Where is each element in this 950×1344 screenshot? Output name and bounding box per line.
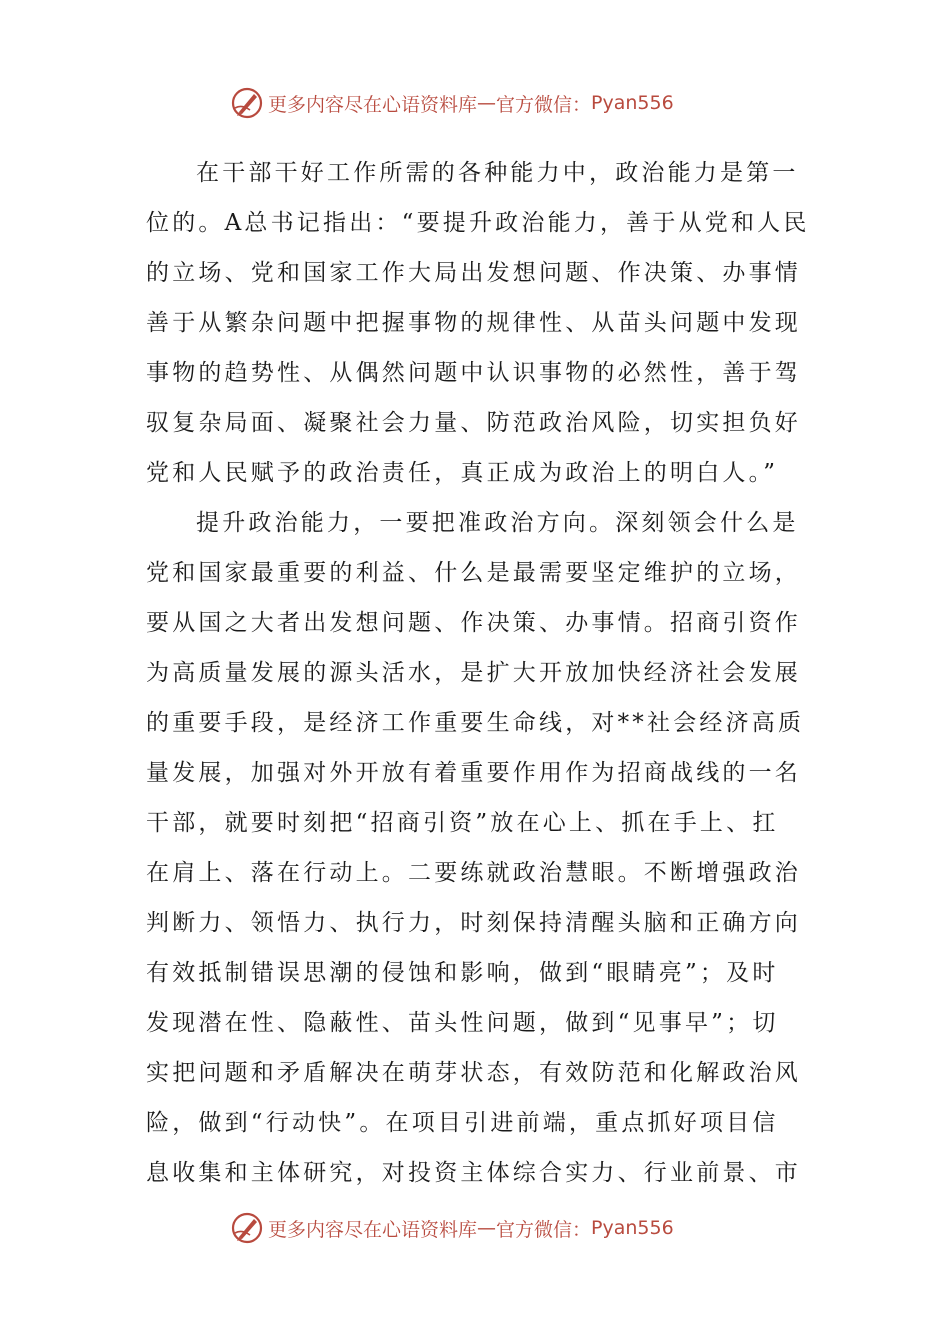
text-line: 量发展，加强对外开放有着重要作用作为招商战线的一名 (146, 760, 801, 786)
text-line: 险，做到“行动快”。在项目引进前端，重点抓好项目信 (146, 1110, 779, 1136)
text-line: 在肩上、落在行动上。二要练就政治慧眼。不断增强政治 (146, 860, 801, 886)
banner-wechat-id: Pyan556 (591, 1217, 674, 1239)
banner-separator: — (477, 1217, 497, 1239)
banner-text: 更多内容尽在心语资料库 (268, 1218, 478, 1241)
text-line: 驭复杂局面、凝聚社会力量、防范政治风险，切实担负好 (146, 410, 801, 436)
text-line: 提升政治能力，一要把准政治方向。深刻领会什么是 (196, 510, 799, 536)
paragraph (146, 148, 808, 498)
text-line: 发现潜在性、隐蔽性、苗头性问题，做到“见事早”；切 (146, 1010, 779, 1036)
text-line: 息收集和主体研究，对投资主体综合实力、行业前景、市 (146, 1160, 801, 1186)
text-line: 事物的趋势性、从偶然问题中认识事物的必然性，善于驾 (146, 360, 801, 386)
text-line: 的重要手段，是经济工作重要生命线，对**社会经济高质 (146, 710, 805, 736)
pen-logo-icon (230, 86, 264, 120)
header-banner (230, 83, 674, 123)
footer-banner (230, 1208, 674, 1248)
text-line: 善于从繁杂问题中把握事物的规律性、从苗头问题中发现 (146, 310, 801, 336)
text-line: 为高质量发展的源头活水，是扩大开放加快经济社会发展 (146, 660, 801, 686)
text-line: 干部，就要时刻把“招商引资”放在心上、抓在手上、扛 (146, 810, 779, 836)
banner-wechat-id: Pyan556 (591, 92, 674, 114)
text-line: 的立场、党和国家工作大局出发想问题、作决策、办事情 (146, 260, 801, 286)
text-line: 在干部干好工作所需的各种能力中，政治能力是第一 (196, 160, 799, 186)
pen-logo-icon (230, 1211, 264, 1245)
text-line: 位的。A总书记指出：“要提升政治能力，善于从党和人民 (146, 210, 810, 236)
banner-label: 官方微信： (496, 1218, 592, 1241)
paragraph (146, 498, 808, 1198)
banner-separator: — (477, 92, 497, 114)
text-line: 判断力、领悟力、执行力，时刻保持清醒头脑和正确方向 (146, 910, 801, 936)
banner-label: 官方微信： (496, 93, 592, 116)
text-line: 有效抵制错误思潮的侵蚀和影响，做到“眼睛亮”；及时 (146, 960, 779, 986)
text-line: 要从国之大者出发想问题、作决策、办事情。招商引资作 (146, 610, 801, 636)
text-line: 党和国家最重要的利益、什么是最需要坚定维护的立场， (146, 560, 801, 586)
text-line: 实把问题和矛盾解决在萌芽状态，有效防范和化解政治风 (146, 1060, 801, 1086)
text-line: 党和人民赋予的政治责任，真正成为政治上的明白人。” (146, 460, 779, 486)
banner-text: 更多内容尽在心语资料库 (268, 93, 478, 116)
document-body (146, 148, 808, 1198)
